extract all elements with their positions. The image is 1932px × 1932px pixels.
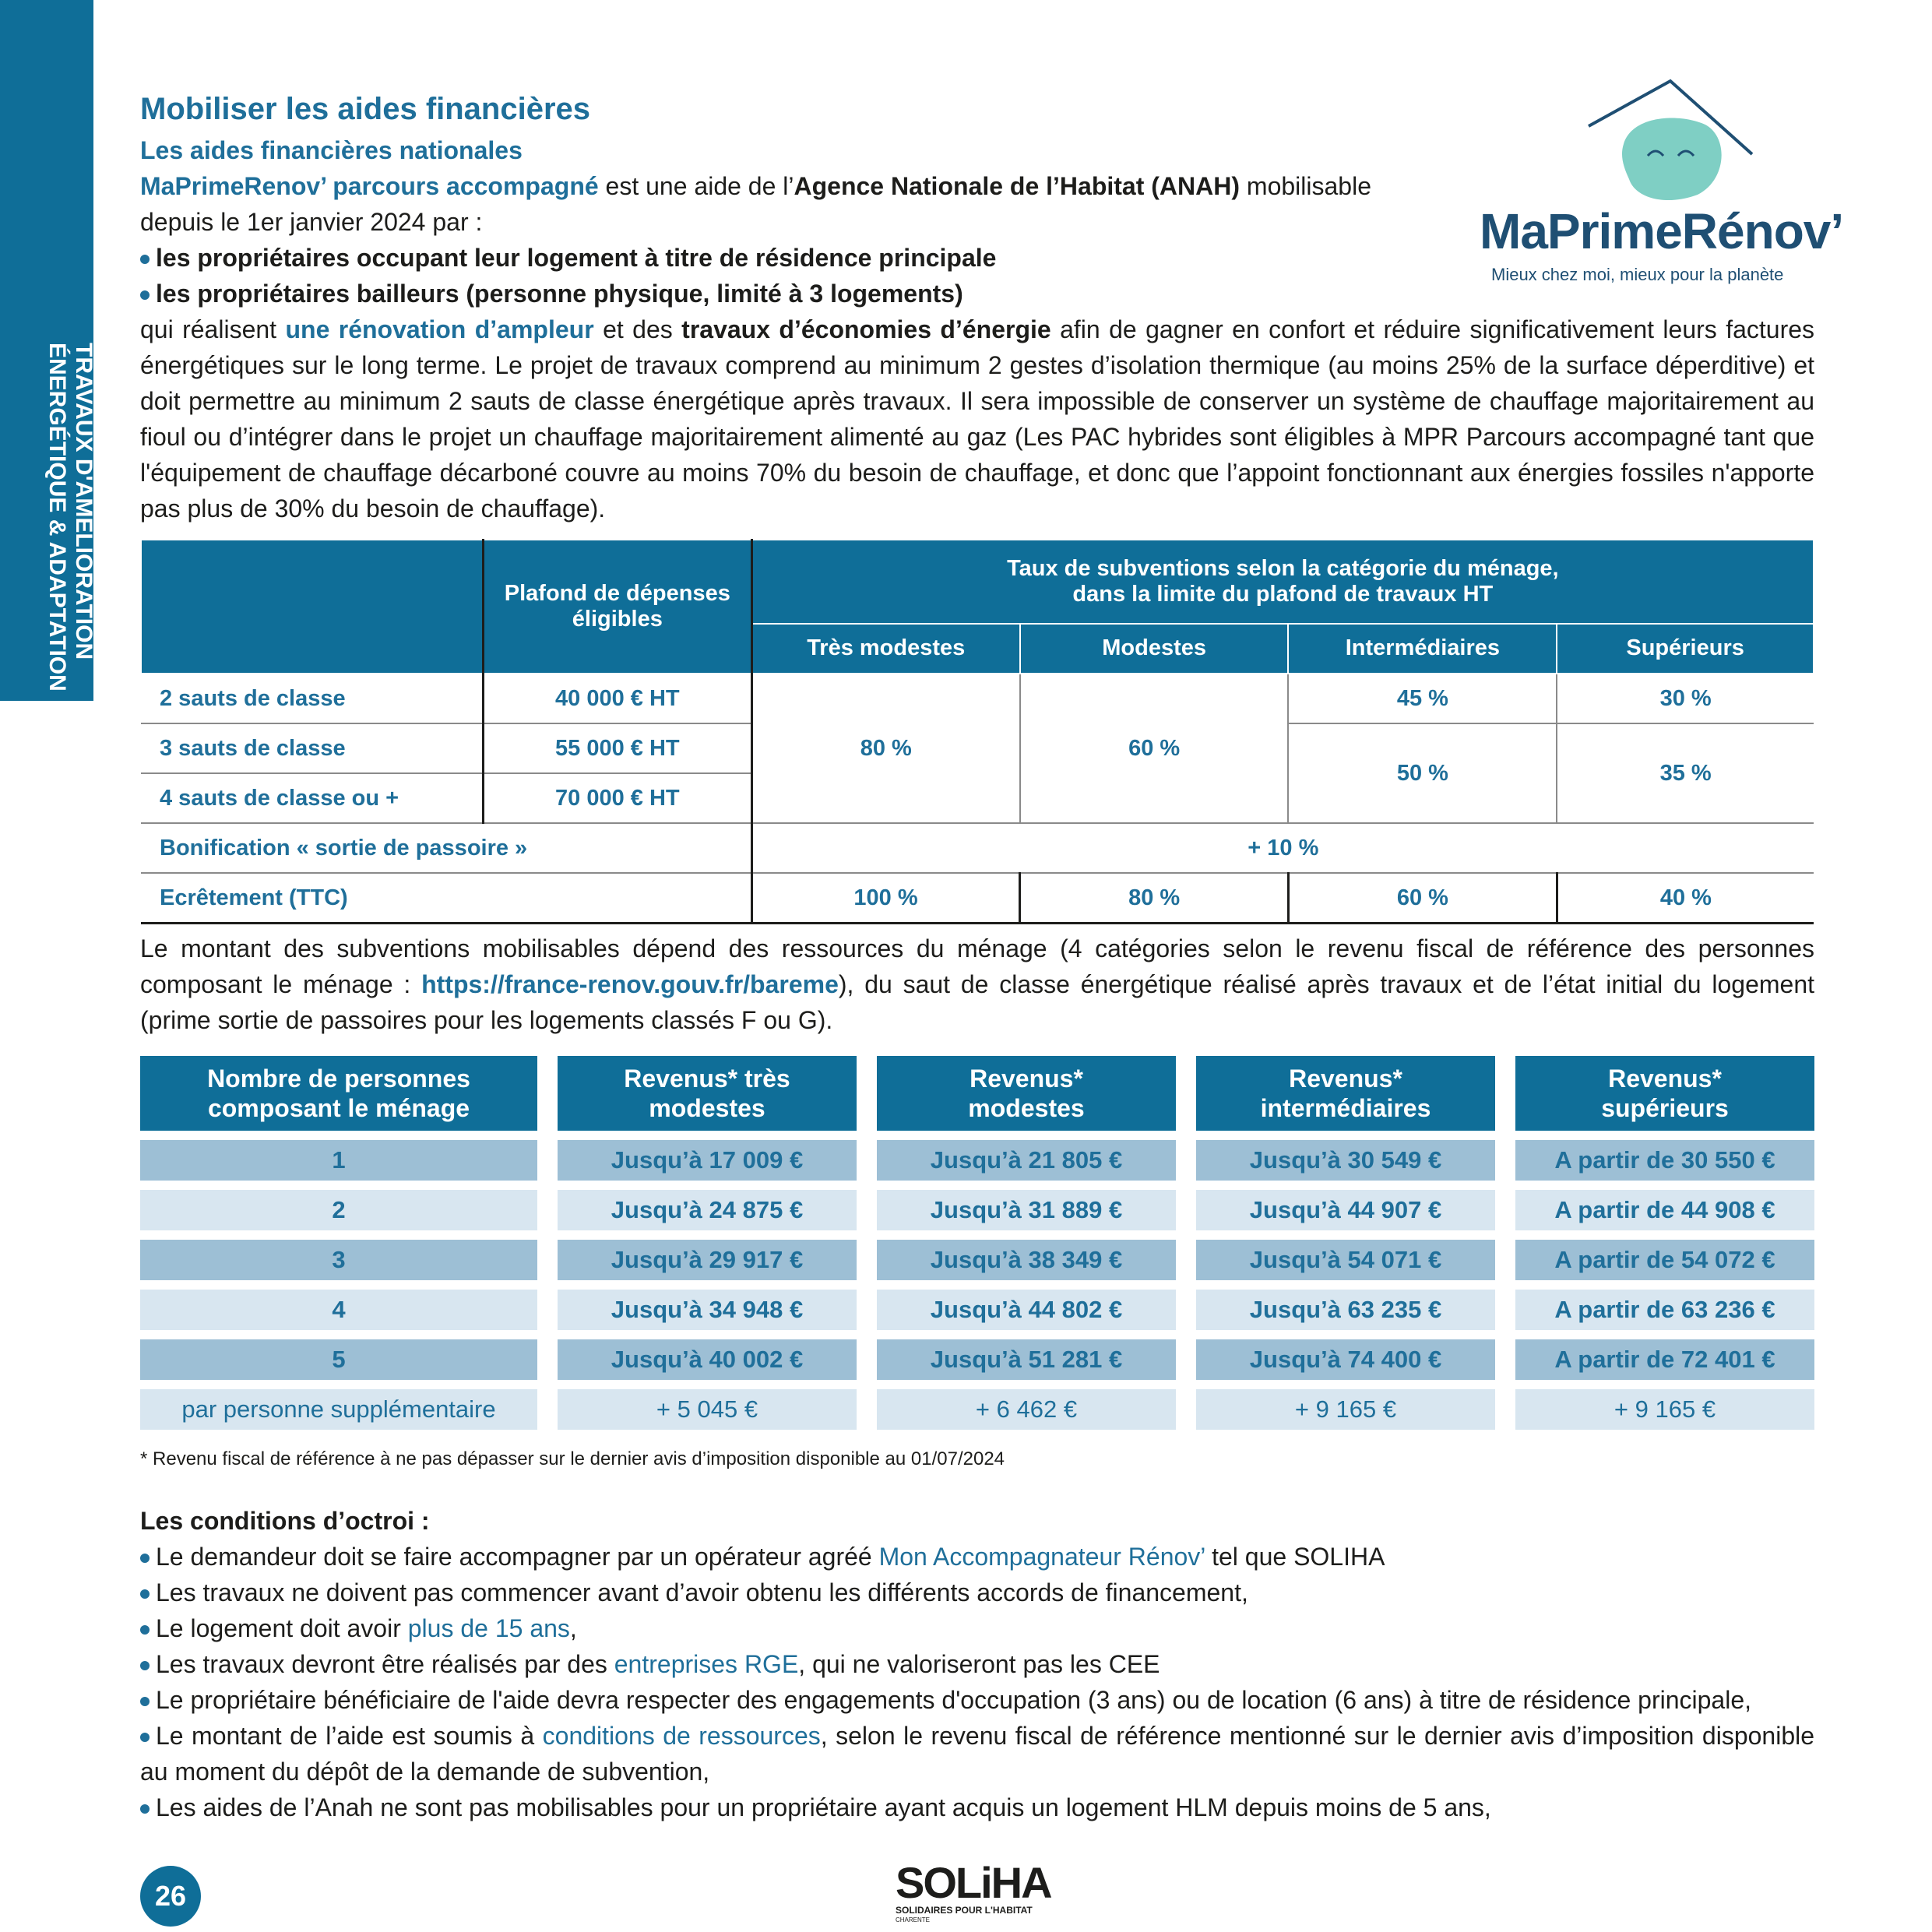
category-header: Modestes: [1020, 624, 1289, 674]
ceiling-value: 55 000 € HT: [483, 723, 751, 773]
row-label: 2 sauts de classe: [141, 674, 483, 723]
bareme-link[interactable]: https://france-renov.gouv.fr/bareme: [421, 970, 839, 998]
agency-name: Agence Nationale de l’Habitat (ANAH): [794, 172, 1240, 200]
cap-label: Ecrêtement (TTC): [141, 873, 751, 924]
table-cell: A partir de 44 908 €: [1515, 1190, 1814, 1230]
table-cell: Jusqu’à 54 071 €: [1196, 1240, 1495, 1280]
column-header: Revenus* intermédiaires: [1196, 1056, 1495, 1131]
bullet-icon: [140, 255, 150, 264]
rate-value: 60 %: [1020, 674, 1289, 823]
side-tab-line2: ÉNERGÉTIQUE & ADAPTATION: [44, 343, 70, 692]
table-cell: Jusqu’à 17 009 €: [558, 1140, 857, 1181]
list-item: Le montant de l’aide est soumis à conditions de ressources, selon le revenu fiscal de référence mentionné sur le dernier avis d’imposition disponible au moment du dépôt de la demande de subvention,: [140, 1722, 1815, 1786]
rate-value: 50 %: [1288, 723, 1557, 823]
logo-tagline: Mieux chez moi, mieux pour la planète: [1491, 265, 1784, 284]
bullet-text: les propriétaires occupant leur logement à titre de résidence principale: [156, 244, 997, 272]
age-link[interactable]: plus de 15 ans: [407, 1614, 570, 1642]
intro-paragraph: [140, 168, 1448, 240]
intro-text: est une aide de l’: [598, 172, 794, 200]
intro-section: [140, 86, 1814, 526]
income-paragraph: [140, 931, 1814, 1038]
column-header: Revenus* modestes: [877, 1056, 1176, 1131]
page-number: 26: [140, 1866, 201, 1927]
table-row: [141, 823, 1814, 873]
soliha-tagline: SOLIDAIRES POUR L'HABITAT: [896, 1905, 1033, 1916]
ceiling-value: 40 000 € HT: [483, 674, 751, 723]
category-header: Supérieurs: [1557, 624, 1814, 674]
rge-link[interactable]: entreprises RGE: [614, 1650, 799, 1678]
table-cell: + 6 462 €: [877, 1389, 1176, 1430]
income-ceilings-table: [140, 1056, 1814, 1430]
soliha-region: CHARENTE: [896, 1916, 931, 1923]
table-cell: Jusqu’à 51 281 €: [877, 1339, 1176, 1380]
desc-text: qui réalisent: [140, 315, 286, 343]
table-cell: 3: [140, 1240, 537, 1280]
table-cell: + 9 165 €: [1196, 1389, 1495, 1430]
table-cell: Jusqu’à 38 349 €: [877, 1240, 1176, 1280]
row-label: 3 sauts de classe: [141, 723, 483, 773]
bonus-value: + 10 %: [751, 823, 1814, 873]
desc-bold: travaux d’économies d’énergie: [681, 315, 1051, 343]
table-row: [141, 674, 1814, 723]
cap-value: 60 %: [1288, 873, 1557, 924]
table-row: [141, 873, 1814, 924]
category-header: Intermédiaires: [1288, 624, 1557, 674]
table-corner-header: [141, 540, 483, 674]
category-header: Très modestes: [751, 624, 1020, 674]
table-cell: 4: [140, 1290, 537, 1330]
table-cell: A partir de 72 401 €: [1515, 1339, 1814, 1380]
list-item: Le demandeur doit se faire accompagner par un opérateur agréé Mon Accompagnateur Rénov’ tel que SOLIHA: [140, 1539, 1814, 1575]
table-cell: A partir de 54 072 €: [1515, 1240, 1814, 1280]
renovation-link[interactable]: une rénovation d’ampleur: [285, 315, 594, 343]
rate-value: 80 %: [751, 674, 1020, 823]
table-cell: Jusqu’à 44 907 €: [1196, 1190, 1495, 1230]
bonus-label: Bonification « sortie de passoire »: [141, 823, 751, 873]
bullet-text: Le propriétaire bénéficiaire de l'aide devra respecter des engagements d'occupation (3 ans) ou de location (6 ans) à titre de résidence principale,: [156, 1686, 1751, 1714]
cap-value: 100 %: [751, 873, 1020, 924]
table-cell: + 9 165 €: [1515, 1389, 1814, 1430]
table-cell: A partir de 63 236 €: [1515, 1290, 1814, 1330]
soliha-logo: [896, 1858, 1051, 1931]
table-cell: Jusqu’à 44 802 €: [877, 1290, 1176, 1330]
bullet-icon: [140, 1661, 150, 1670]
bullet-text: Les travaux ne doivent pas commencer avant d’avoir obtenu les différents accords de financement,: [156, 1578, 1248, 1606]
table-cell: 2: [140, 1190, 537, 1230]
bullet-icon: [140, 290, 150, 300]
table-cell: A partir de 30 550 €: [1515, 1140, 1814, 1181]
rate-value: 35 %: [1557, 723, 1814, 823]
section-subtitle: Les aides financières nationales: [140, 136, 523, 164]
ressources-link[interactable]: conditions de ressources: [542, 1722, 821, 1750]
table-cell: Jusqu’à 21 805 €: [877, 1140, 1176, 1181]
bullet-icon: [140, 1625, 150, 1635]
table-cell: Jusqu’à 24 875 €: [558, 1190, 857, 1230]
rate-value: 45 %: [1288, 674, 1557, 723]
column-header: Revenus* supérieurs: [1515, 1056, 1814, 1131]
table-cell: par personne supplémentaire: [140, 1389, 537, 1430]
rate-value: 30 %: [1557, 674, 1814, 723]
ceiling-header: Plafond de dépenses éligibles: [483, 540, 751, 674]
table-cell: Jusqu’à 29 917 €: [558, 1240, 857, 1280]
table-cell: 1: [140, 1140, 537, 1181]
table-cell: 5: [140, 1339, 537, 1380]
column-header: Nombre de personnes composant le ménage: [140, 1056, 537, 1131]
side-tab-label: [23, 343, 97, 692]
intro-text-end: mobilisable depuis le 1er janvier 2024 par :: [140, 172, 1371, 236]
page-title: Mobiliser les aides financières: [140, 92, 591, 126]
bullet-icon: [140, 1697, 150, 1706]
bullet-icon: [140, 1589, 150, 1599]
table-cell: Jusqu’à 30 549 €: [1196, 1140, 1495, 1181]
table-cell: Jusqu’à 34 948 €: [558, 1290, 857, 1330]
ceiling-value: 70 000 € HT: [483, 773, 751, 823]
list-item: Le logement doit avoir plus de 15 ans,: [140, 1610, 1814, 1646]
table-cell: Jusqu’à 40 002 €: [558, 1339, 857, 1380]
desc-text: afin de gagner en confort et réduire significativement leurs factures énergétiques sur le long terme. Le projet de travaux comprend au minimum 2 gestes d’isolation thermique (au moins 25% de la surface déperditive) et doit permettre au minimum 2 sauts de classe énergétique après travaux. Il sera impossible de conserver un système de chauffage majoritairement au fioul ou d’intégrer dans le projet un chauffage majoritairement alimenté au gaz (Les PAC hybrides sont éligibles à MPR Parcours accompagné tant que l'équipement de chauffage décarboné couvre au moins 70% du besoin de chauffage, et donc que l’appoint fonctionnant aux énergies fossiles n'apporte pas plus de 30% du besoin de chauffage).: [140, 315, 1815, 523]
list-item: [140, 276, 1814, 311]
bullet-icon: [140, 1804, 150, 1814]
income-text-end: ), du saut de classe énergétique réalisé après travaux et de l’état initial du logement (prime sortie de passoires pour les logements classés F ou G).: [140, 970, 1815, 1034]
cap-value: 80 %: [1020, 873, 1289, 924]
program-name: MaPrimeRenov’ parcours accompagné: [140, 172, 599, 200]
cap-value: 40 %: [1557, 873, 1814, 924]
description-paragraph: [140, 311, 1814, 526]
conditions-section: [140, 1503, 1814, 1825]
bullet-text: Les aides de l’Anah ne sont pas mobilisables pour un propriétaire ayant acquis un logement HLM depuis moins de 5 ans,: [156, 1793, 1491, 1821]
bullet-text: les propriétaires bailleurs (personne physique, limité à 3 logements): [156, 280, 963, 308]
table-cell: Jusqu’à 74 400 €: [1196, 1339, 1495, 1380]
list-item: [140, 1789, 1814, 1825]
conditions-title: Les conditions d’octroi :: [140, 1507, 430, 1535]
subsidy-rates-table: [140, 539, 1814, 924]
logo-title: MaPrimeRénov’: [1480, 203, 1844, 259]
list-item: [140, 1575, 1814, 1610]
table-cell: + 5 045 €: [558, 1389, 857, 1430]
bullet-icon: [140, 1554, 150, 1563]
income-text: Le montant des subventions mobilisables dépend des ressources du ménage (4 catégories selon le revenu fiscal de référence des personnes composant le ménage :: [140, 934, 1814, 998]
table-cell: Jusqu’à 31 889 €: [877, 1190, 1176, 1230]
footnote: * Revenu fiscal de référence à ne pas dépasser sur le dernier avis d’imposition disponible au 01/07/2024: [140, 1448, 1005, 1469]
bullet-icon: [140, 1733, 150, 1742]
side-tab: [0, 0, 97, 701]
list-item: [140, 1682, 1814, 1718]
desc-text: et des: [593, 315, 682, 343]
rate-header: Taux de subventions selon la catégorie du ménage, dans la limite du plafond de travaux HT: [751, 540, 1814, 624]
list-item: Les travaux devront être réalisés par des entreprises RGE, qui ne valoriseront pas les CEE: [140, 1646, 1814, 1682]
table-cell: Jusqu’à 63 235 €: [1196, 1290, 1495, 1330]
side-tab-line1: TRAVAUX D'AMÉLIORATION: [71, 343, 97, 660]
list-item: [140, 240, 1814, 276]
accompagnateur-link[interactable]: Mon Accompagnateur Rénov’: [878, 1543, 1205, 1571]
row-label: 4 sauts de classe ou +: [141, 773, 483, 823]
soliha-name: SOLiHA: [896, 1858, 1051, 1907]
column-header: Revenus* très modestes: [558, 1056, 857, 1131]
